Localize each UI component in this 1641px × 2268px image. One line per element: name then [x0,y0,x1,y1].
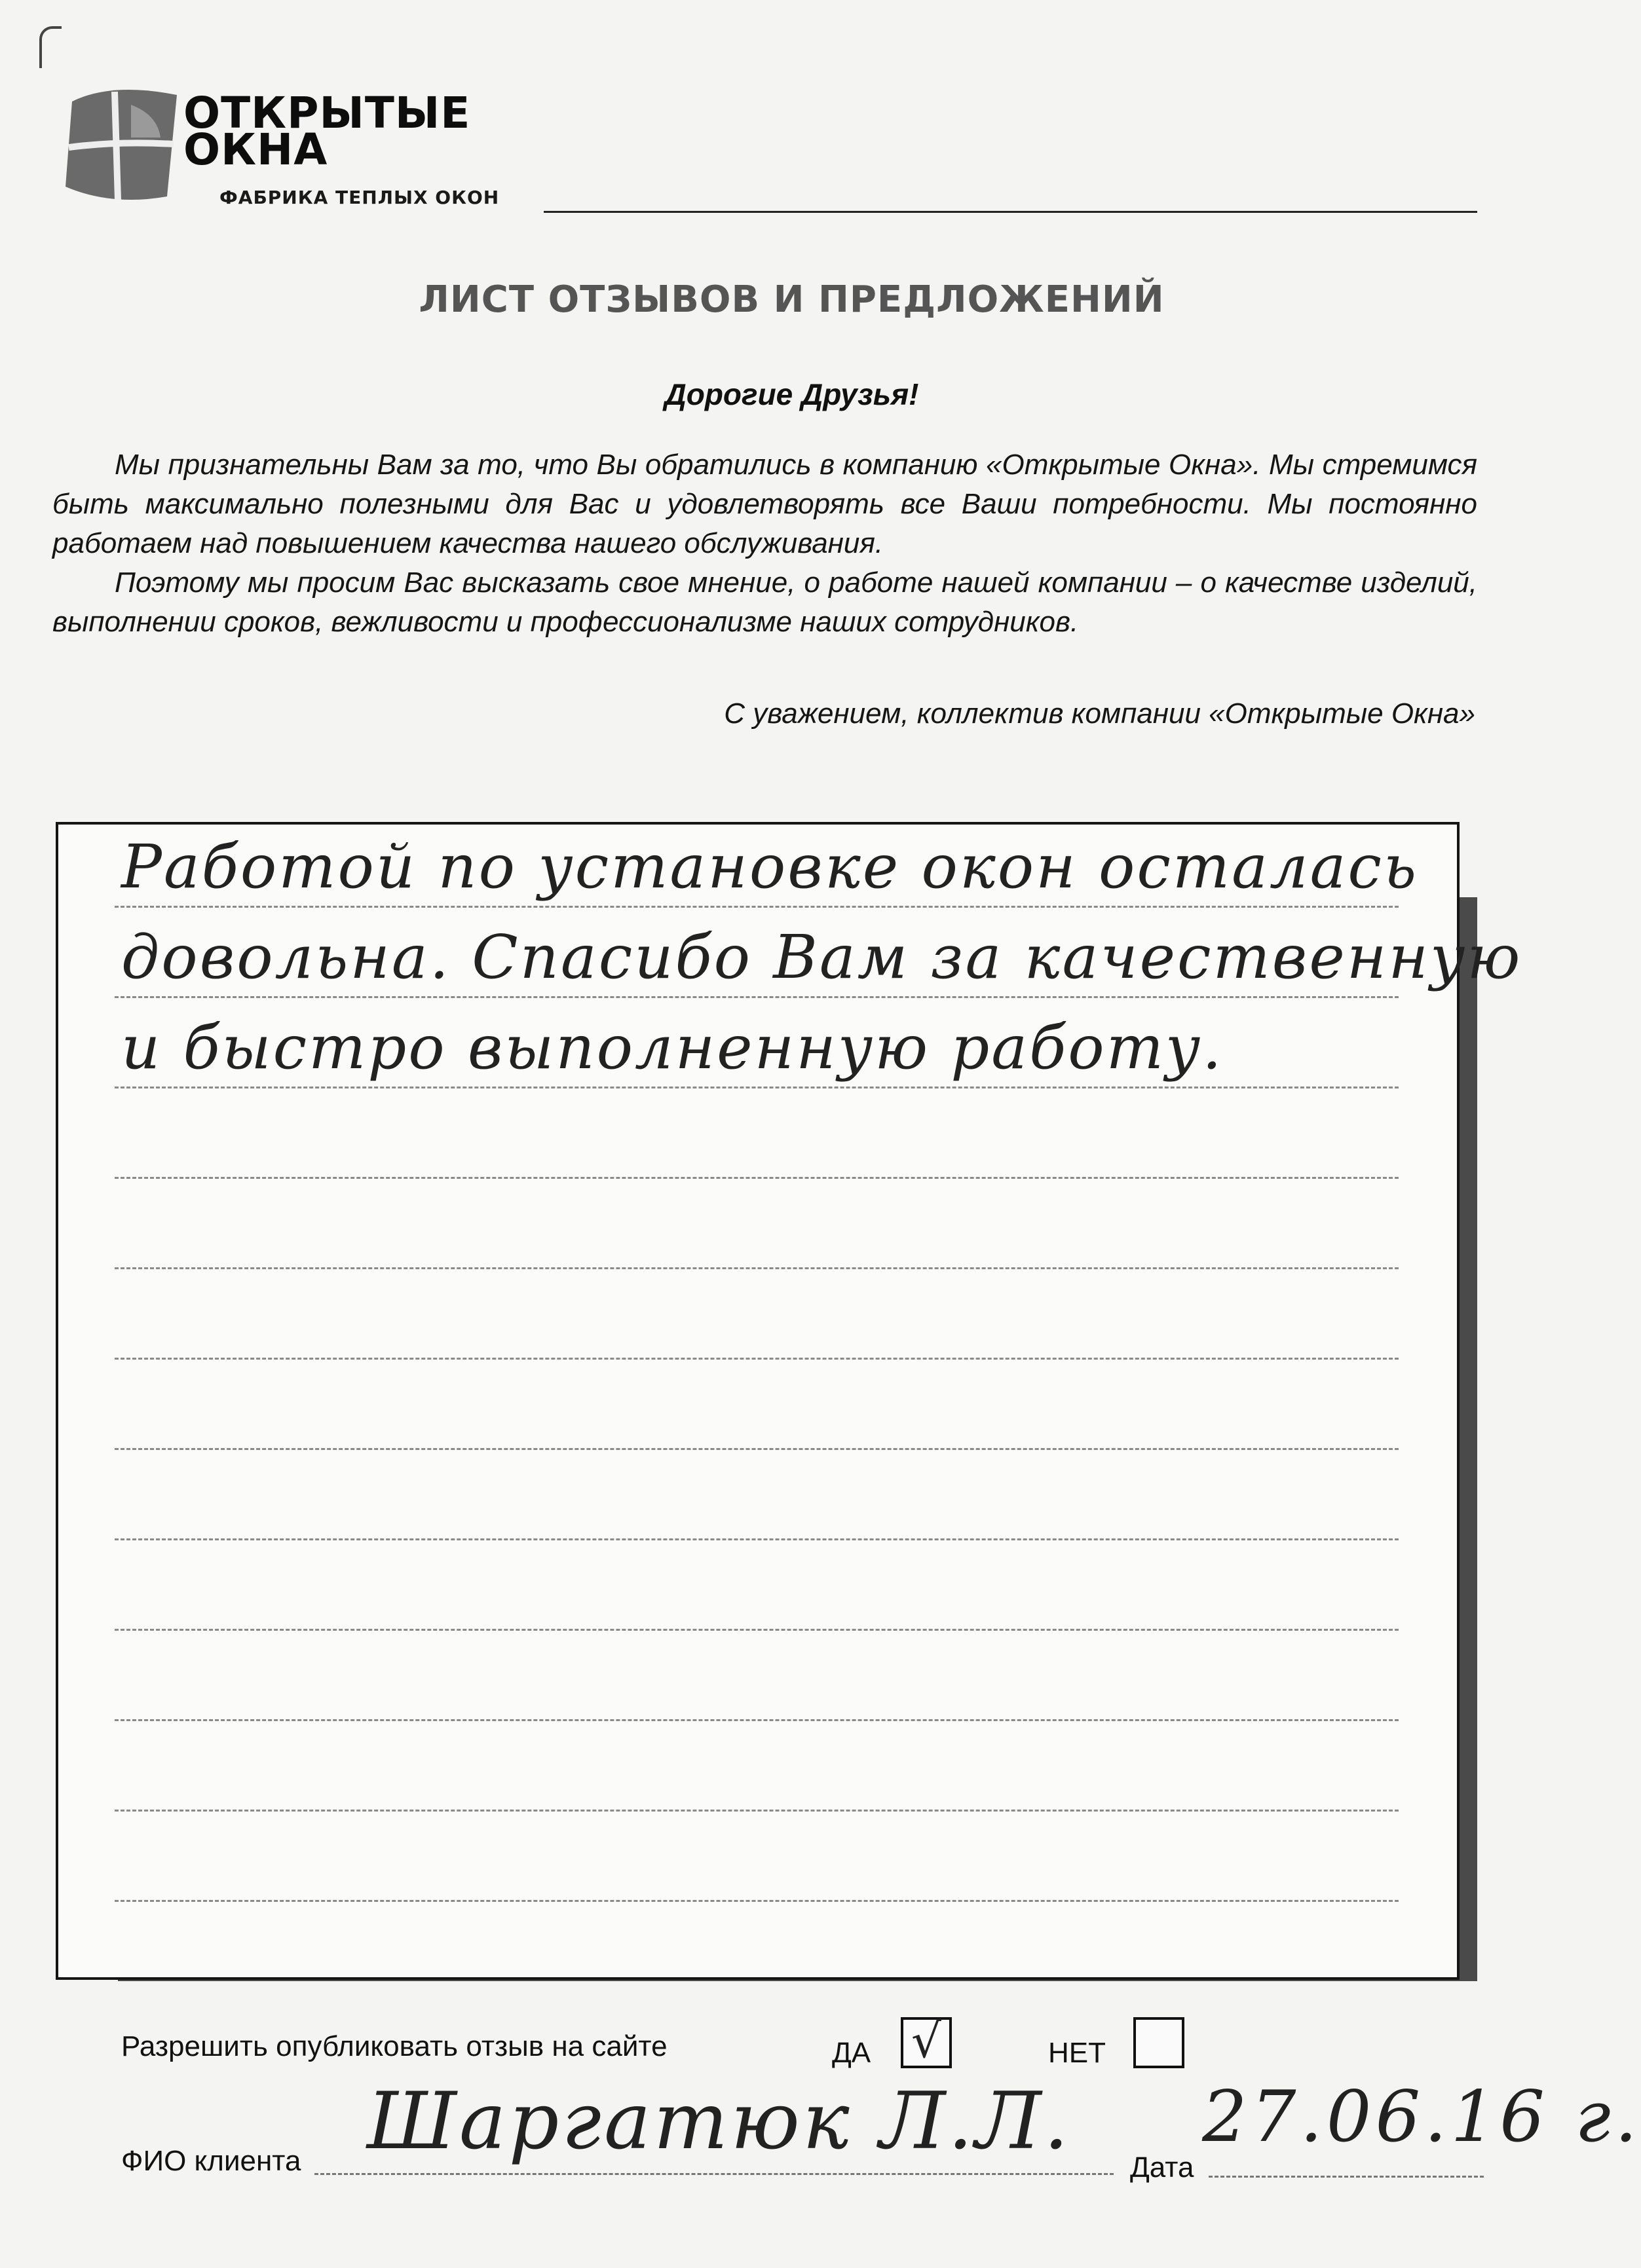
feedback-line [115,1629,1399,1631]
no-label: НЕТ [1048,2037,1106,2069]
client-name-label: ФИО клиента [121,2145,301,2177]
no-checkbox[interactable] [1133,2017,1184,2068]
feedback-line [115,1177,1399,1179]
signoff: С уважением, коллектив компании «Открытые Окна» [724,697,1475,730]
page-title: ЛИСТ ОТЗЫВОВ И ПРЕДЛОЖЕНИЙ [419,278,1165,321]
feedback-line [115,1267,1399,1269]
feedback-handwriting [121,822,1522,1093]
logo-title [183,88,471,175]
company-logo [52,62,524,219]
publish-permission-label: Разрешить опубликовать отзыв на сайте [121,2030,668,2062]
yes-checkbox[interactable] [901,2013,952,2068]
logo-line-2: ОКНА [183,124,328,175]
date-field[interactable]: 27.06.16 г. [1202,2076,1641,2158]
feedback-line [115,1448,1399,1450]
yes-label: ДА [832,2037,871,2069]
intro-paragraph-1: Мы признательны Вам за то, что Вы обратились в компанию «Открытые Окна». Мы стремимся быть максимально полезными для Вас и удовлетворять все Ваши потребности. Мы постоянно работаем над повышением качества нашего обслуживания. [52,449,1477,559]
feedback-line [115,1900,1399,1902]
logo-line-1: ОТКРЫТЫЕ [183,88,471,138]
intro-paragraph-2: Поэтому мы просим Вас высказать свое мнение, о работе нашей компании – о качестве изделий, выполнении сроков, вежливости и профессионализме наших сотрудников. [52,567,1477,638]
date-line [1209,2176,1484,2178]
feedback-line [115,1719,1399,1721]
feedback-line-3: и быстро выполненную работу. [121,1013,1224,1083]
feedback-line-2: довольна. Спасибо Вам за качественную [121,922,1522,992]
feedback-line [115,1358,1399,1360]
feedback-line [115,1538,1399,1540]
feedback-line [115,1810,1399,1812]
feedback-line-1: Работой по установке окон осталась [121,832,1419,902]
client-name-line [314,2173,1114,2175]
logo-tagline: ФАБРИКА ТЕПЛЫХ ОКОН [219,187,500,208]
window-logo-icon [52,75,190,213]
greeting: Дорогие Друзья! [664,377,919,411]
header-divider [544,211,1477,213]
client-name-field[interactable]: Шаргатюк Л.Л. [367,2076,1072,2167]
check-mark-icon: √ [911,2013,941,2068]
date-label: Дата [1130,2151,1194,2184]
intro-text [52,445,1477,642]
